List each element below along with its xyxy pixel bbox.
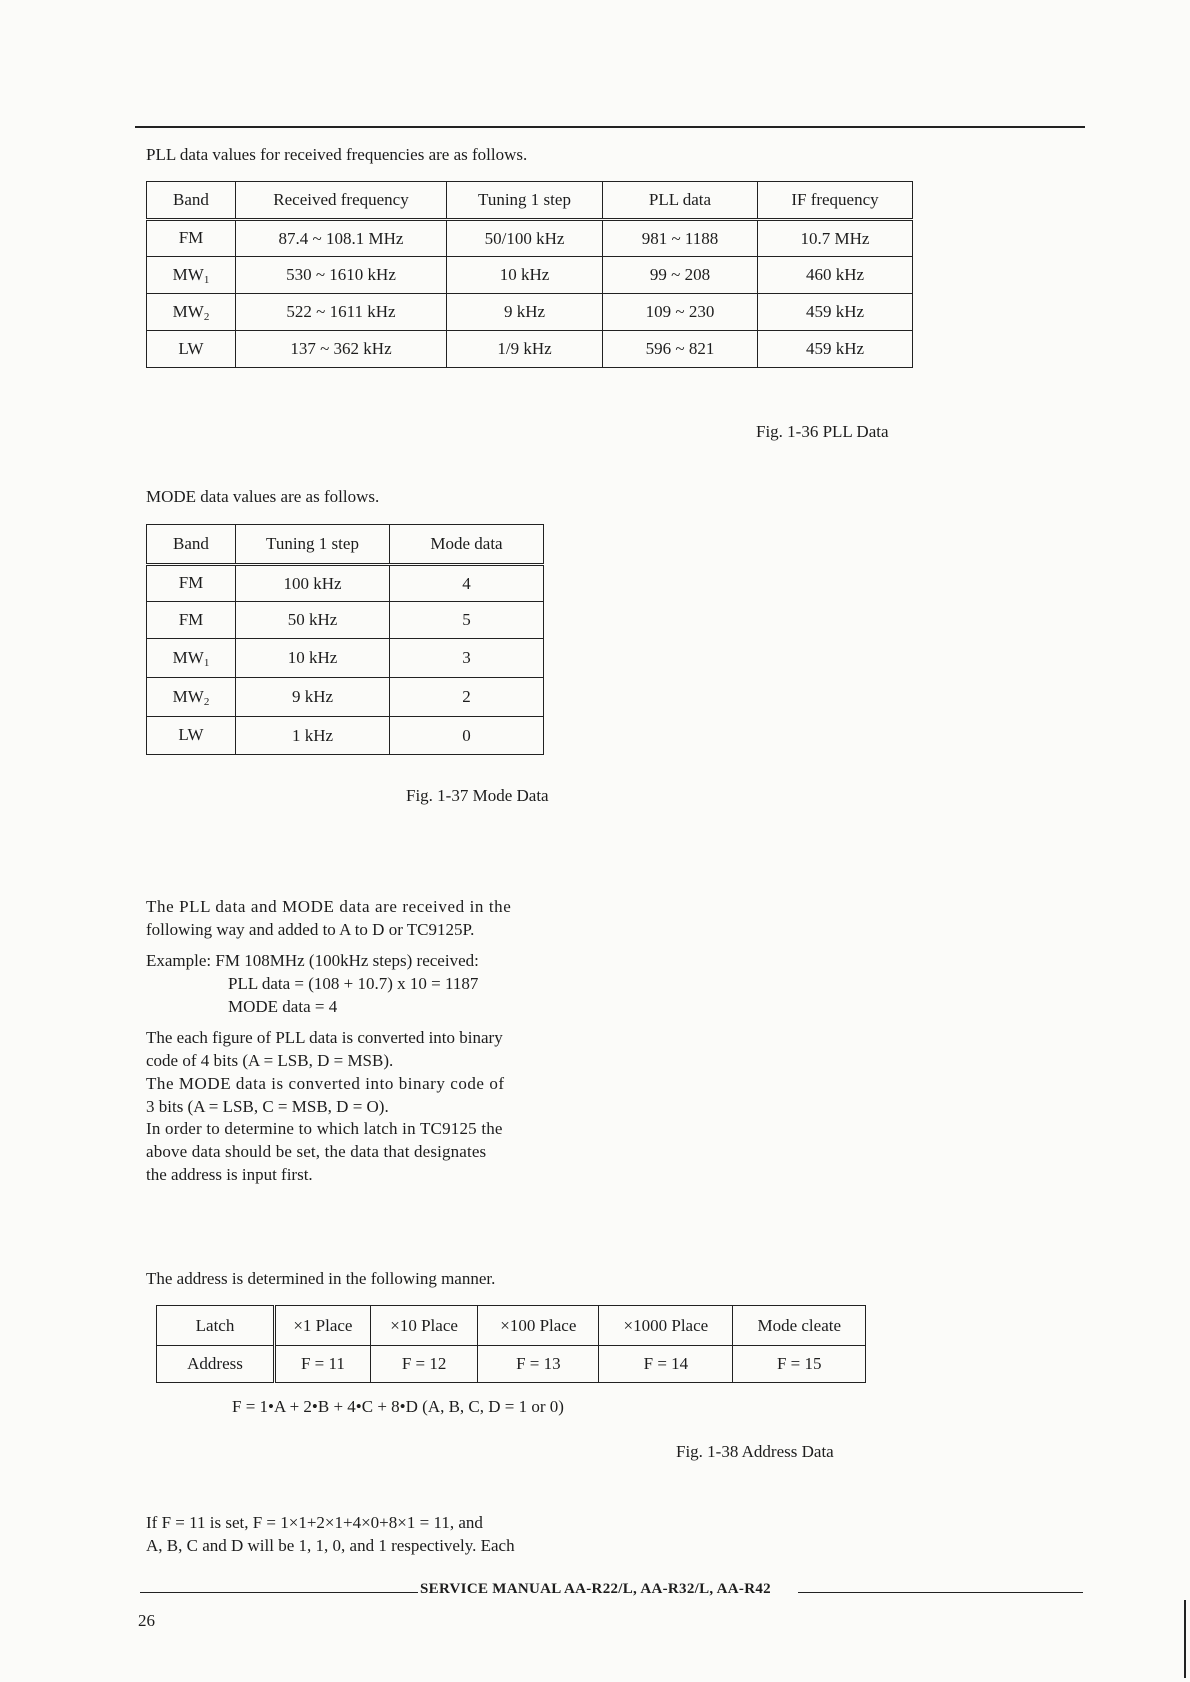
pll-freq-cell: 530 ~ 1610 kHz	[236, 257, 447, 294]
example-pll: PLL data = (108 + 10.7) x 10 = 1187	[228, 973, 479, 993]
pll-step-cell: 1/9 kHz	[447, 331, 603, 368]
address-cell: F = 15	[733, 1346, 866, 1383]
pll-step-cell: 10 kHz	[447, 257, 603, 294]
pll-data-cell: 596 ~ 821	[603, 331, 758, 368]
body-line: code of 4 bits (A = LSB, D = MSB).	[146, 1050, 394, 1070]
body-line: In order to determine to which latch in TC9125 the	[146, 1119, 503, 1139]
address-cell: F = 14	[599, 1346, 733, 1383]
pll-header-row	[147, 182, 913, 220]
mode-step-cell: 1 kHz	[236, 717, 390, 755]
address-cell: F = 12	[370, 1346, 478, 1383]
table-row	[147, 717, 544, 755]
address-table	[156, 1305, 866, 1383]
closing-text	[146, 1512, 586, 1558]
pll-header-freq: Received frequency	[236, 182, 447, 220]
mode-header-row	[147, 525, 544, 565]
mode-band-cell: $MW_1$	[147, 639, 236, 678]
pll-data-cell: 99 ~ 208	[603, 257, 758, 294]
latch-row	[157, 1306, 866, 1346]
pll-header-step: Tuning 1 step	[447, 182, 603, 220]
address-intro: The address is determined in the following manner.	[146, 1269, 496, 1288]
pll-intro: PLL data values for received frequencies are as follows.	[146, 145, 528, 164]
pll-freq-cell: 87.4 ~ 108.1 MHz	[236, 220, 447, 257]
fig-1-37-caption: Fig. 1-37 Mode Data	[406, 786, 549, 805]
mode-data-cell: 5	[390, 602, 544, 639]
body-line: above data should be set, the data that designates	[146, 1142, 487, 1162]
body-line: 3 bits (A = LSB, C = MSB, D = O).	[146, 1096, 389, 1116]
table-row	[147, 639, 544, 678]
pll-if-cell: 459 kHz	[758, 331, 913, 368]
fig-1-38-caption: Fig. 1-38 Address Data	[676, 1442, 834, 1461]
body-line: The each figure of PLL data is converted into binary	[146, 1027, 503, 1047]
mode-band-cell: FM	[147, 602, 236, 639]
body-line: A, B, C and D will be 1, 1, 0, and 1 respectively. Each	[146, 1535, 515, 1555]
pll-data-cell: 981 ~ 1188	[603, 220, 758, 257]
table-row	[147, 331, 913, 368]
pll-band-cell: $MW_2$	[147, 294, 236, 331]
table-row	[147, 257, 913, 294]
mode-header-band: Band	[147, 525, 236, 565]
latch-cell: ×10 Place	[370, 1306, 478, 1346]
address-formula: F = 1•A + 2•B + 4•C + 8•D (A, B, C, D = 1 or 0)	[232, 1397, 564, 1416]
example-mode: MODE data = 4	[228, 996, 338, 1016]
mode-header-step: Tuning 1 step	[236, 525, 390, 565]
header-rule	[135, 126, 1085, 128]
latch-label: Latch	[157, 1306, 275, 1346]
mode-table	[146, 524, 544, 755]
mode-step-cell: 100 kHz	[236, 565, 390, 602]
pll-table	[146, 181, 913, 368]
table-row	[147, 294, 913, 331]
mode-data-cell: 4	[390, 565, 544, 602]
pll-band-cell: FM	[147, 220, 236, 257]
pll-header-if: IF frequency	[758, 182, 913, 220]
pll-data-cell: 109 ~ 230	[603, 294, 758, 331]
margin-bar	[1184, 1600, 1186, 1678]
pll-band-cell: $MW_1$	[147, 257, 236, 294]
mode-step-cell: 10 kHz	[236, 639, 390, 678]
pll-step-cell: 50/100 kHz	[447, 220, 603, 257]
address-cell: F = 11	[275, 1346, 371, 1383]
footer-title: SERVICE MANUAL AA-R22/L, AA-R32/L, AA-R42	[420, 1581, 771, 1597]
mode-data-cell: 3	[390, 639, 544, 678]
body-line: The PLL data and MODE data are received in the	[146, 897, 512, 916]
page-number: 26	[138, 1611, 155, 1630]
pll-header-band: Band	[147, 182, 236, 220]
mode-step-cell: 50 kHz	[236, 602, 390, 639]
pll-if-cell: 460 kHz	[758, 257, 913, 294]
pll-band-cell: LW	[147, 331, 236, 368]
pll-if-cell: 459 kHz	[758, 294, 913, 331]
example-label: Example: FM 108MHz (100kHz steps) received:	[146, 950, 479, 970]
body-line: the address is input first.	[146, 1165, 313, 1185]
mode-step-cell: 9 kHz	[236, 678, 390, 717]
table-row	[147, 220, 913, 257]
table-row	[147, 602, 544, 639]
address-row	[157, 1346, 866, 1383]
table-row	[147, 565, 544, 602]
body-line: following way and added to A to D or TC9125P.	[146, 919, 475, 939]
mode-intro: MODE data values are as follows.	[146, 487, 380, 506]
latch-cell: ×1 Place	[275, 1306, 371, 1346]
body-line: If F = 11 is set, F = 1×1+2×1+4×0+8×1 = 11, and	[146, 1513, 483, 1532]
fig-1-36-caption: Fig. 1-36 PLL Data	[756, 422, 889, 441]
mode-header-data: Mode data	[390, 525, 544, 565]
mode-data-cell: 0	[390, 717, 544, 755]
pll-header-pll: PLL data	[603, 182, 758, 220]
latch-cell: Mode cleate	[733, 1306, 866, 1346]
latch-cell: ×100 Place	[478, 1306, 599, 1346]
mode-data-cell: 2	[390, 678, 544, 717]
mode-band-cell: FM	[147, 565, 236, 602]
latch-cell: ×1000 Place	[599, 1306, 733, 1346]
pll-step-cell: 9 kHz	[447, 294, 603, 331]
footer-rule-left	[140, 1592, 418, 1593]
address-cell: F = 13	[478, 1346, 599, 1383]
pll-freq-cell: 522 ~ 1611 kHz	[236, 294, 447, 331]
table-row	[147, 678, 544, 717]
pll-if-cell: 10.7 MHz	[758, 220, 913, 257]
body-line: The MODE data is converted into binary code of	[146, 1073, 505, 1093]
mode-band-cell: $MW_2$	[147, 678, 236, 717]
address-label: Address	[157, 1346, 275, 1383]
mode-band-cell: LW	[147, 717, 236, 755]
body-text	[146, 896, 586, 1187]
pll-freq-cell: 137 ~ 362 kHz	[236, 331, 447, 368]
footer-rule-right	[798, 1592, 1083, 1593]
